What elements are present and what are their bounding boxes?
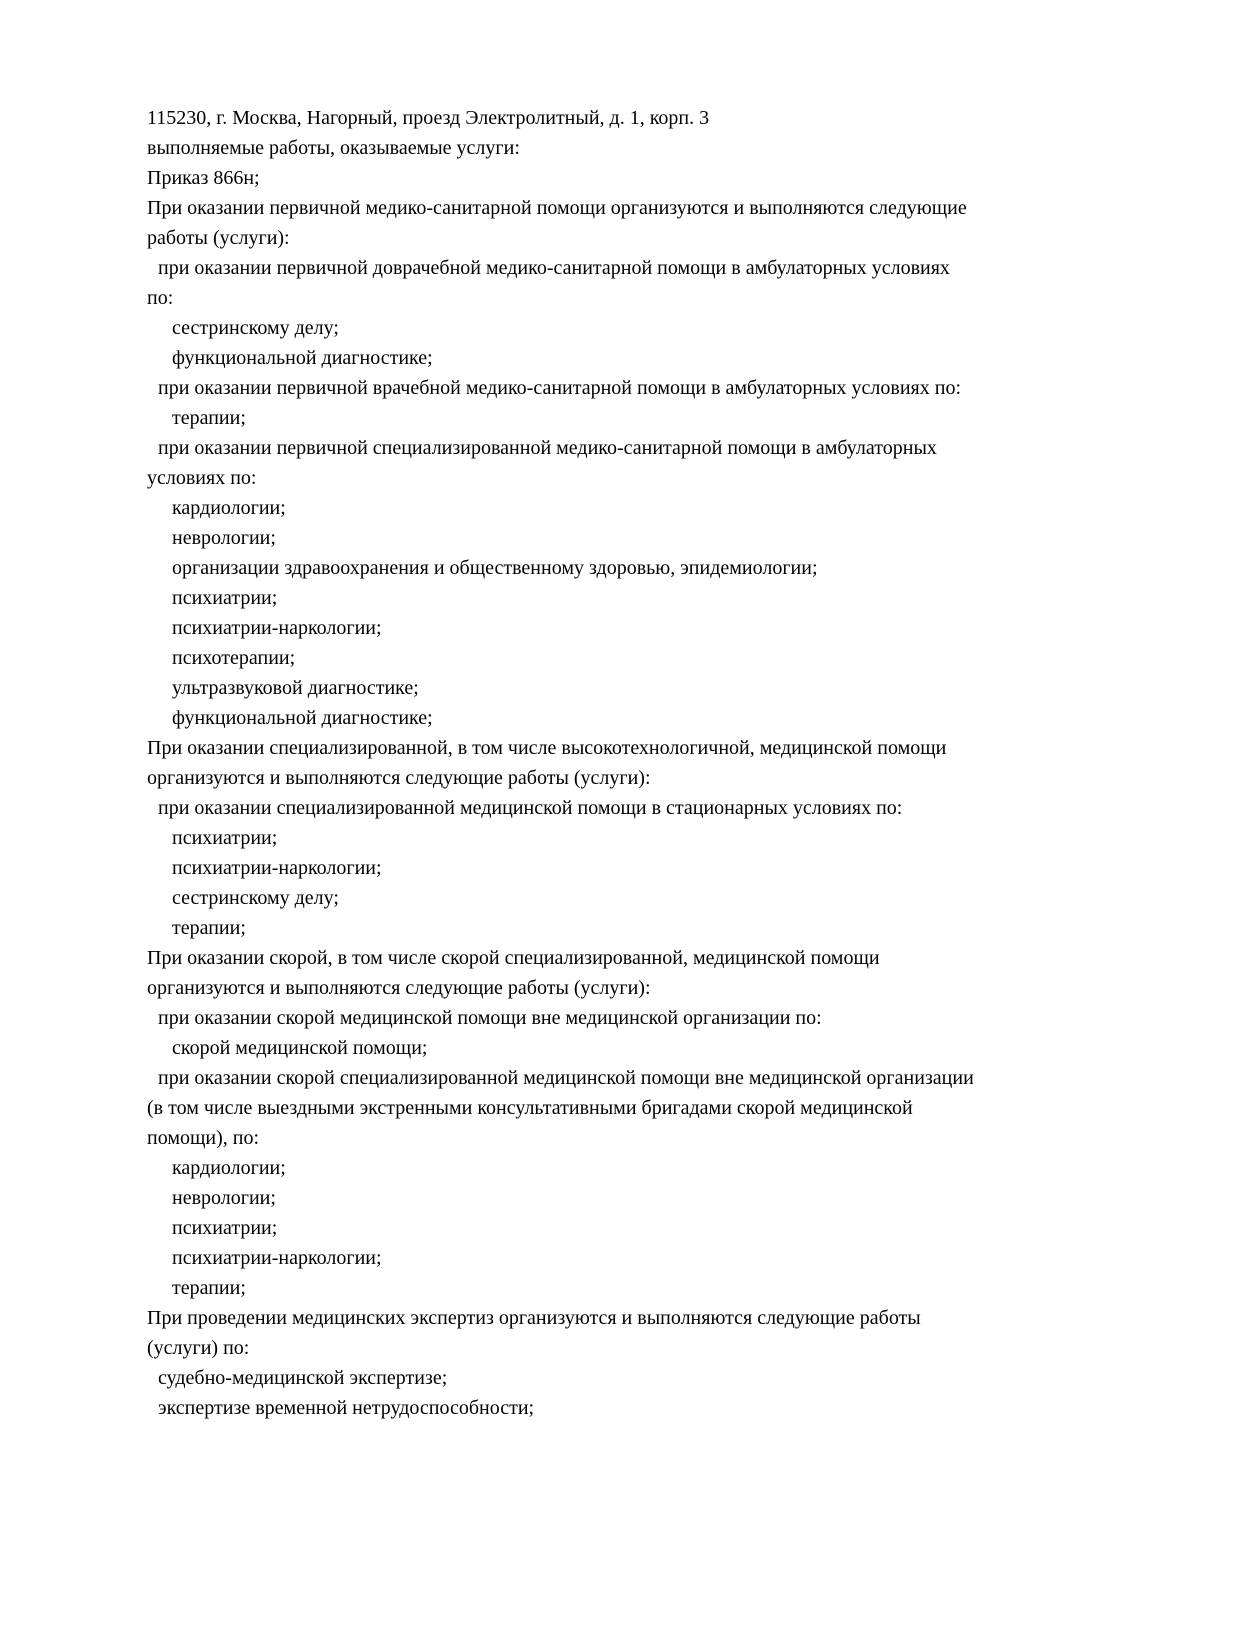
document-line: организуются и выполняются следующие работы (услуги): xyxy=(147,767,651,789)
document-line: экспертизе временной нетрудоспособности; xyxy=(158,1397,535,1419)
document-line: При проведении медицинских экспертиз организуются и выполняются следующие работы xyxy=(147,1307,921,1329)
document-line: при оказании специализированной медицинской помощи в стационарных условиях по: xyxy=(158,797,903,819)
document-line: условиях по: xyxy=(147,467,257,489)
document-line: при оказании первичной доврачебной медико-санитарной помощи в амбулаторных условиях xyxy=(158,257,950,279)
document-line: (в том числе выездными экстренными консультативными бригадами скорой медицинской xyxy=(147,1097,913,1119)
document-line: неврологии; xyxy=(172,1187,276,1209)
document-line: функциональной диагностике; xyxy=(172,347,433,369)
document-line: психотерапии; xyxy=(172,647,296,669)
document-line: Приказ 866н; xyxy=(147,167,260,189)
document-line: психиатрии; xyxy=(172,587,278,609)
document-line: функциональной диагностике; xyxy=(172,707,433,729)
document-line: неврологии; xyxy=(172,527,276,549)
document-line: При оказании скорой, в том числе скорой специализированной, медицинской помощи xyxy=(147,947,880,969)
document-line: при оказании первичной специализированной медико-санитарной помощи в амбулаторных xyxy=(158,437,937,459)
document-line: При оказании специализированной, в том числе высокотехнологичной, медицинской помощи xyxy=(147,737,947,759)
document-line: психиатрии; xyxy=(172,827,278,849)
document-line: психиатрии; xyxy=(172,1217,278,1239)
document-line: терапии; xyxy=(172,1277,246,1299)
document-line: помощи), по: xyxy=(147,1127,260,1149)
document-line: по: xyxy=(147,287,174,309)
document-line: при оказании скорой специализированной медицинской помощи вне медицинской организации xyxy=(158,1067,974,1089)
document-line: терапии; xyxy=(172,917,246,939)
document-line: при оказании скорой медицинской помощи вне медицинской организации по: xyxy=(158,1007,822,1029)
document-line: 115230, г. Москва, Нагорный, проезд Электролитный, д. 1, корп. 3 xyxy=(147,107,710,129)
document-line: выполняемые работы, оказываемые услуги: xyxy=(147,137,520,159)
document-line: организуются и выполняются следующие работы (услуги): xyxy=(147,977,651,999)
document-line: (услуги) по: xyxy=(147,1337,250,1359)
document-line: организации здравоохранения и общественному здоровью, эпидемиологии; xyxy=(172,557,818,579)
document-text-block xyxy=(147,103,1122,1423)
document-line: При оказании первичной медико-санитарной помощи организуются и выполняются следующие xyxy=(147,197,967,219)
document-line: психиатрии-наркологии; xyxy=(172,1247,382,1269)
document-line: сестринскому делу; xyxy=(172,887,339,909)
document-line: терапии; xyxy=(172,407,246,429)
document-line: судебно-медицинской экспертизе; xyxy=(158,1367,448,1389)
document-line: скорой медицинской помощи; xyxy=(172,1037,428,1059)
document-line: кардиологии; xyxy=(172,497,286,519)
document-line: психиатрии-наркологии; xyxy=(172,857,382,879)
document-line: сестринскому делу; xyxy=(172,317,339,339)
document-line: кардиологии; xyxy=(172,1157,286,1179)
document-line: ультразвуковой диагностике; xyxy=(172,677,419,699)
document-line: при оказании первичной врачебной медико-санитарной помощи в амбулаторных условиях по: xyxy=(158,377,962,399)
document-line: работы (услуги): xyxy=(147,227,290,249)
document-line: психиатрии-наркологии; xyxy=(172,617,382,639)
